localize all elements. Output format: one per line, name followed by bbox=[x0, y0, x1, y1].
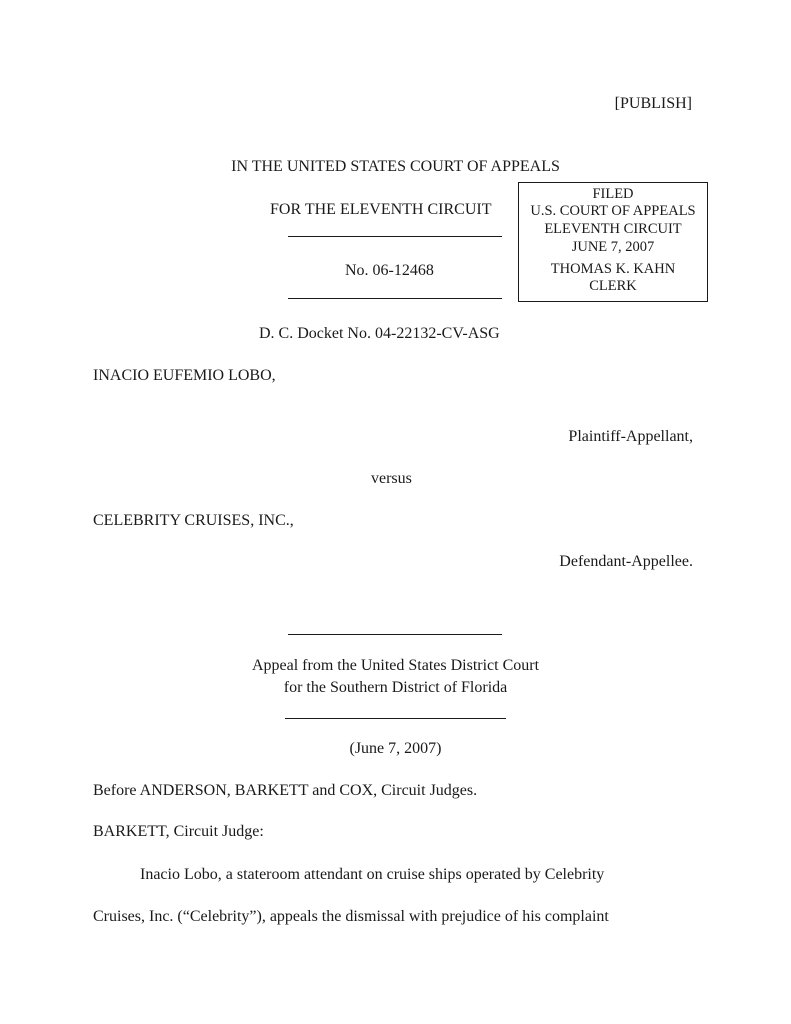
docket-number: D. C. Docket No. 04-22132-CV-ASG bbox=[259, 325, 500, 342]
paragraph-line-2: Cruises, Inc. (“Celebrity”), appeals the dismissal with prejudice of his complaint bbox=[93, 908, 609, 925]
rule-1 bbox=[288, 236, 502, 237]
case-number: No. 06-12468 bbox=[345, 262, 434, 279]
plaintiff-name: INACIO EUFEMIO LOBO, bbox=[93, 367, 276, 384]
paragraph-line-1: Inacio Lobo, a stateroom attendant on cruise ships operated by Celebrity bbox=[140, 866, 605, 883]
defendant-role: Defendant-Appellee. bbox=[559, 553, 693, 570]
stamp-court: U.S. COURT OF APPEALS bbox=[530, 203, 696, 219]
publish-tag: [PUBLISH] bbox=[614, 95, 692, 112]
panel-line: Before ANDERSON, BARKETT and COX, Circuit Judges. bbox=[93, 782, 478, 799]
defendant-name: CELEBRITY CRUISES, INC., bbox=[93, 512, 294, 529]
opinion-date: (June 7, 2007) bbox=[349, 740, 442, 757]
rule-4 bbox=[285, 718, 506, 719]
stamp-clerk-title: CLERK bbox=[589, 278, 637, 294]
rule-2 bbox=[288, 298, 502, 299]
stamp-date: JUNE 7, 2007 bbox=[571, 239, 655, 255]
appeal-line-1: Appeal from the United States District Court bbox=[251, 657, 540, 674]
court-title: IN THE UNITED STATES COURT OF APPEALS bbox=[231, 158, 560, 175]
plaintiff-role: Plaintiff-Appellant, bbox=[568, 428, 693, 445]
stamp-circuit: ELEVENTH CIRCUIT bbox=[544, 221, 682, 237]
filed-stamp bbox=[518, 182, 708, 302]
stamp-filed: FILED bbox=[592, 186, 634, 202]
stamp-clerk-name: THOMAS K. KAHN bbox=[550, 261, 676, 277]
appeal-line-2: for the Southern District of Florida bbox=[283, 679, 508, 696]
versus: versus bbox=[371, 470, 412, 487]
rule-3 bbox=[288, 634, 502, 635]
author-line: BARKETT, Circuit Judge: bbox=[93, 823, 264, 840]
circuit-title: FOR THE ELEVENTH CIRCUIT bbox=[270, 201, 492, 218]
